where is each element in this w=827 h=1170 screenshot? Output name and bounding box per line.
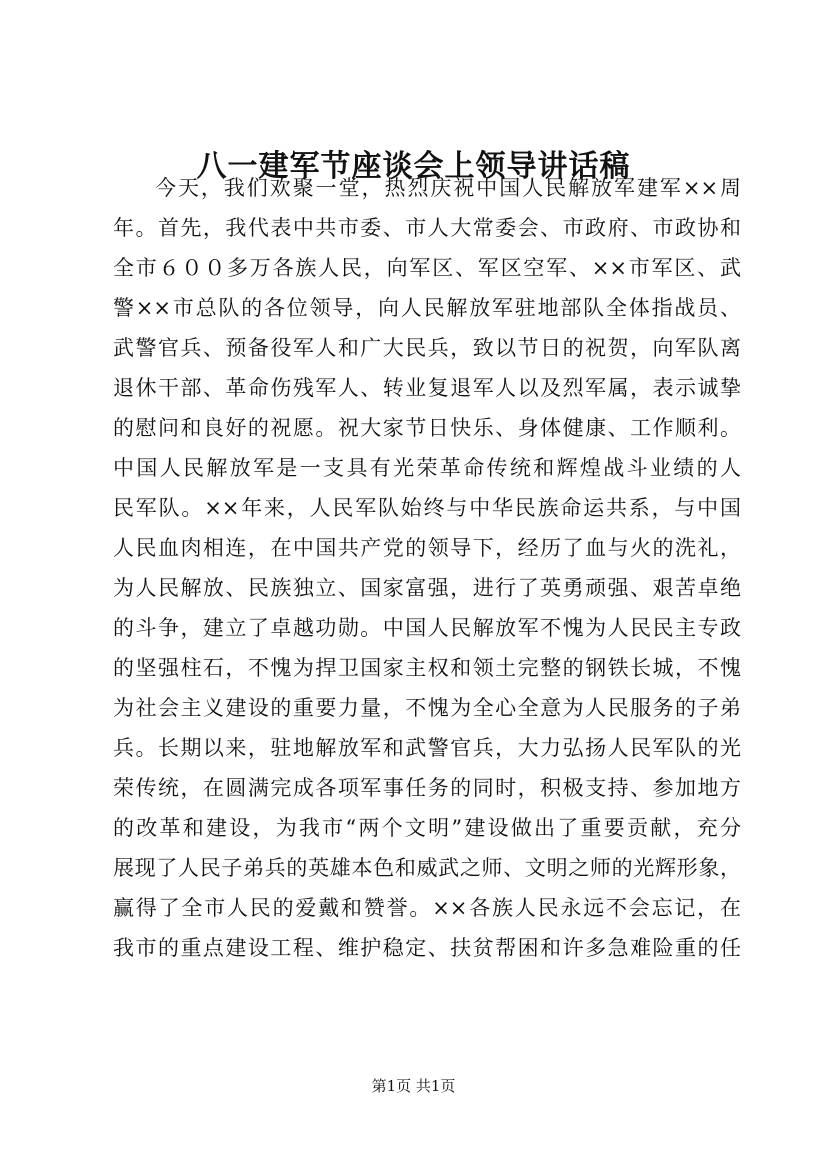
body-line: 赢得了全市人民的爱戴和赞誉。××各族人民永远不会忘记，在 bbox=[113, 896, 741, 920]
body-line: 武警官兵、预备役军人和广大民兵，致以节日的祝贺，向军队离 bbox=[113, 336, 741, 360]
body-line: 民军队。××年来，人民军队始终与中华民族命运共系，与中国 bbox=[113, 496, 741, 520]
body-line: 兵。长期以来，驻地解放军和武警官兵，大力弘扬人民军队的光 bbox=[113, 736, 741, 760]
document-body bbox=[113, 168, 741, 968]
body-line: 的斗争，建立了卓越功勋。中国人民解放军不愧为人民民主专政 bbox=[113, 616, 741, 640]
body-line: 荣传统，在圆满完成各项军事任务的同时，积极支持、参加地方 bbox=[113, 776, 741, 800]
body-line: 展现了人民子弟兵的英雄本色和威武之师、文明之师的光辉形象， bbox=[113, 856, 741, 880]
body-line: 我市的重点建设工程、维护稳定、扶贫帮困和许多急难险重的任 bbox=[113, 936, 741, 960]
body-line: 中国人民解放军是一支具有光荣革命传统和辉煌战斗业绩的人 bbox=[113, 456, 741, 480]
body-line: 退休干部、革命伤残军人、转业复退军人以及烈军属，表示诚挚 bbox=[113, 376, 741, 400]
page-footer: 第1页 共1页 bbox=[371, 1077, 456, 1095]
body-line: 今天，我们欢聚一堂，热烈庆祝中国人民解放军建军××周 bbox=[155, 176, 741, 200]
body-line: 的坚强柱石，不愧为捍卫国家主权和领土完整的钢铁长城，不愧 bbox=[113, 656, 741, 680]
body-line: 人民血肉相连，在中国共产党的领导下，经历了血与火的洗礼， bbox=[113, 536, 741, 560]
body-line: 年。首先，我代表中共市委、市人大常委会、市政府、市政协和 bbox=[113, 216, 741, 240]
body-line: 警××市总队的各位领导，向人民解放军驻地部队全体指战员、 bbox=[113, 296, 741, 320]
body-line: 为人民解放、民族独立、国家富强，进行了英勇顽强、艰苦卓绝 bbox=[113, 576, 741, 600]
body-line: 为社会主义建设的重要力量，不愧为全心全意为人民服务的子弟 bbox=[113, 696, 741, 720]
document-title: 八一建军节座谈会上领导讲话稿 bbox=[196, 149, 631, 184]
body-line: 全市６００多万各族人民，向军区、军区空军、××市军区、武 bbox=[113, 256, 741, 280]
body-line: 的慰问和良好的祝愿。祝大家节日快乐、身体健康、工作顺利。 bbox=[113, 416, 741, 440]
body-line: 的改革和建设，为我市“两个文明”建设做出了重要贡献，充分 bbox=[113, 816, 741, 840]
